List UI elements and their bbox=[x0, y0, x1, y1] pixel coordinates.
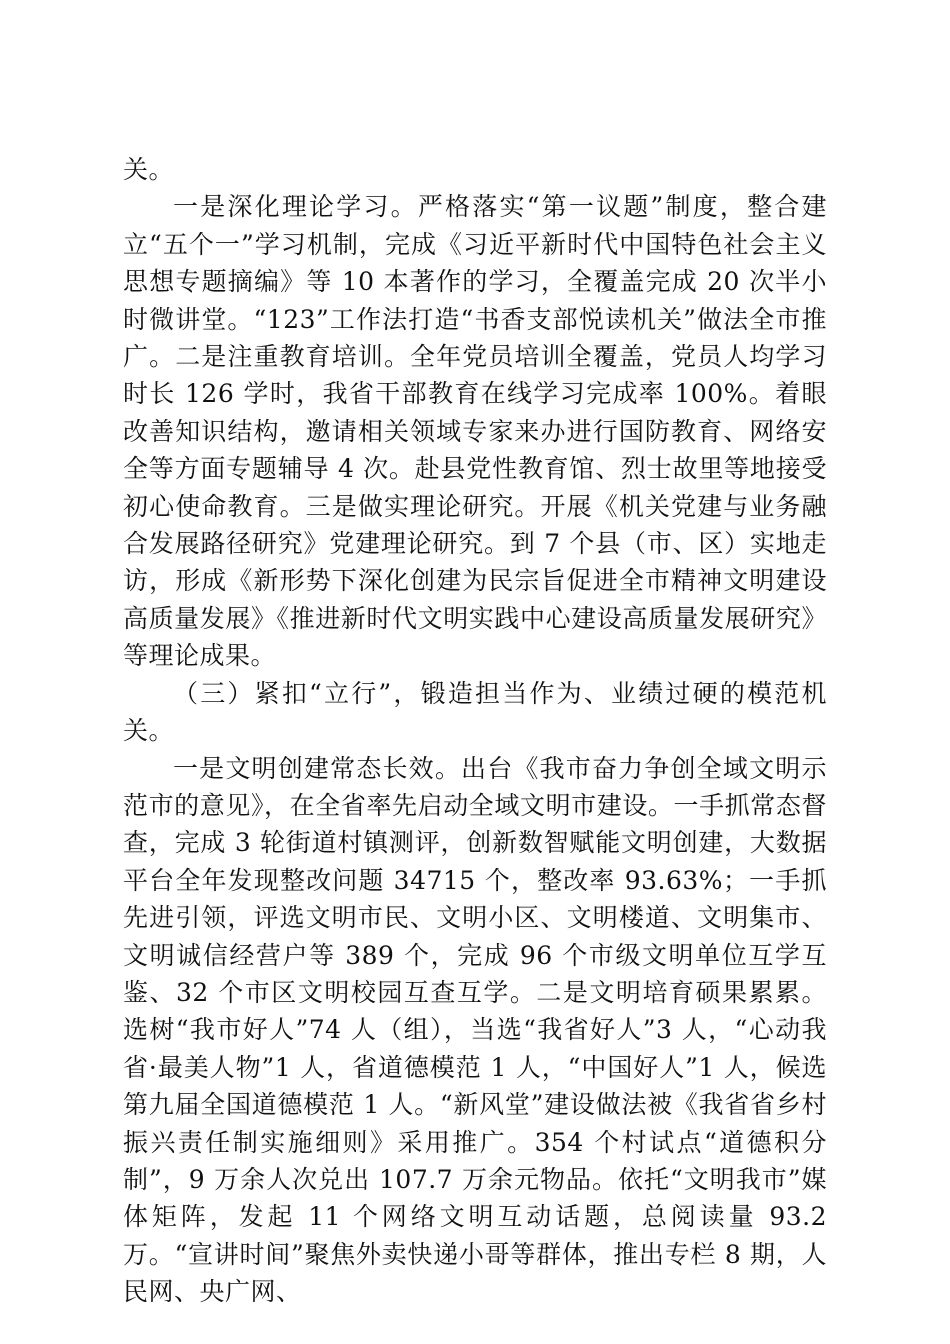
paragraph-civilization-building: 一是文明创建常态长效。出台《我市奋力争创全域文明示范市的意见》，在全省率先启动全域文明市建设。一手抓常态督查，完成 3 轮街道村镇测评，创新数智赋能文明创建，大数据平台全年发现整改问题 34715 个，整改率 93.63%；一手抓先进引领，评选文明市民、文明小区、文明楼道、文明集市、文明诚信经营户等 389 个，完成 96 个市级文明单位互学互鉴、32 个市区文明校园互查互学。二是文明培育硕果累累。选树“我市好人”74 人（组），当选“我省好人”3 人，“心动我省·最美人物”1 人，省道德模范 1 人，“中国好人”1 人，候选第九届全国道德模范 1 人。“新风堂”建设做法被《我省省乡村振兴责任制实施细则》采用推广。354 个村试点“道德积分制”，9 万余人次兑出 107.7 万余元物品。依托“文明我市”媒体矩阵，发起 11 个网络文明互动话题，总阅读量 93.2 万。“宣讲时间”聚焦外卖快递小哥等群体，推出专栏 8 期，人民网、央广网、 bbox=[123, 753, 827, 1307]
body-text bbox=[123, 151, 827, 1311]
section-heading-3: （三）紧扣“立行”，锻造担当作为、业绩过硬的模范机关。 bbox=[123, 678, 827, 746]
paragraph-theory-study: 一是深化理论学习。严格落实“第一议题”制度，整合建立“五个一”学习机制，完成《习近平新时代中国特色社会主义思想专题摘编》等 10 本著作的学习，全覆盖完成 20 次半小时微讲堂。“123”工作法打造“书香支部悦读机关”做法全市推广。二是注重教育培训。全年党员培训全覆盖，党员人均学习时长 126 学时，我省干部教育在线学习完成率 100%。着眼改善知识结构，邀请相关领域专家来办进行国防教育、网络安全等方面专题辅导 4 次。赴县党性教育馆、烈士故里等地接受初心使命教育。三是做实理论研究。开展《机关党建与业务融合发展路径研究》党建理论研究。到 7 个县（市、区）实地走访，形成《新形势下深化创建为民宗旨促进全市精神文明建设高质量发展》《推进新时代文明实践中心建设高质量发展研究》等理论成果。 bbox=[123, 192, 827, 671]
paragraph-continuation: 关。 bbox=[123, 155, 175, 184]
